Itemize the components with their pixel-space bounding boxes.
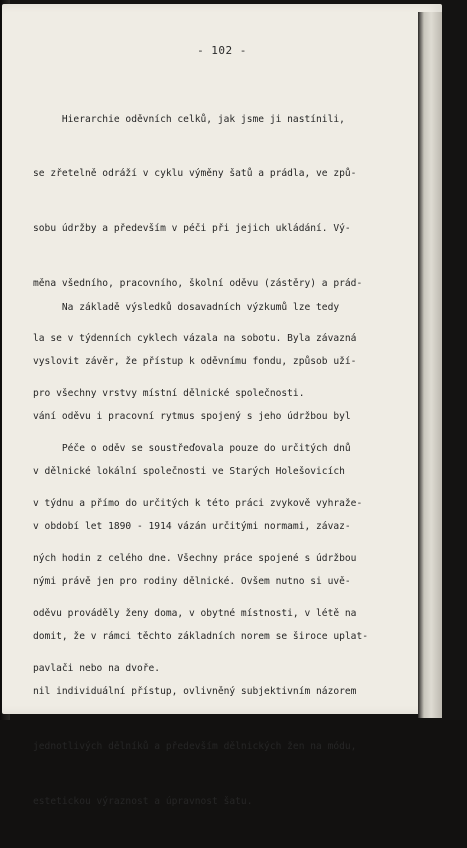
page-number: - 102 - — [197, 44, 247, 57]
paragraph-2 — [33, 262, 413, 848]
paper-sheet — [2, 4, 442, 807]
text-line: jednotlivých dělníků a především dělnických žen na módu, — [33, 740, 357, 752]
text-line: la se v týdenních cyklech vázala na sobotu. Byla závazná — [33, 333, 357, 345]
text-line: Péče o oděv se soustřeďovala pouze do určitých dnů — [33, 442, 351, 454]
text-line: pavlači nebo na dvoře. — [33, 662, 161, 674]
text-line: se zřetelně odráží v cyklu výměny šatů a prádla, ve způ- — [33, 168, 357, 180]
text-line: domit, že v rámci těchto základních norem se široce uplat- — [33, 630, 369, 642]
text-line: Na základě výsledků dosavadních výzkumů lze tedy — [33, 301, 340, 313]
page-edge — [418, 12, 442, 718]
text-line: ných hodin z celého dne. Všechny práce spojené s údržbou — [33, 552, 357, 564]
text-line: oděvu prováděly ženy doma, v obytné místnosti, v létě na — [33, 607, 357, 619]
text-line: nil individuální přístup, ovlivněný subjektivním názorem — [33, 685, 357, 697]
text-line: měna všedního, pracovního, školní oděvu (zástěry) a prád- — [33, 278, 363, 290]
text-line: Hierarchie oděvních celků, jak jsme ji nastínili, — [33, 113, 345, 125]
text-line: v týdnu a přímo do určitých k této práci zvykově vyhraže- — [33, 497, 363, 509]
text-line: v období let 1890 - 1914 vázán určitými normami, závaz- — [33, 521, 351, 533]
text-line: v dělnické lokální společnosti ve Starých Holešovicích — [33, 466, 345, 478]
text-line: vyslovit závěr, že přístup k oděvnímu fondu, způsob uží- — [33, 356, 357, 368]
text-line: sobu údržby a především v péči při jejich ukládání. Vý- — [33, 223, 351, 235]
text-line: vání oděvu i pracovní rytmus spojený s jeho údržbou byl — [33, 411, 351, 423]
text-line: nými právě jen pro rodiny dělnické. Ovšem nutno si uvě- — [33, 576, 351, 588]
text-line: pro všechny vrstvy místní dělnické společnosti. — [33, 388, 305, 400]
text-line: estetickou výraznost a úpravnost šatu. — [33, 795, 253, 807]
